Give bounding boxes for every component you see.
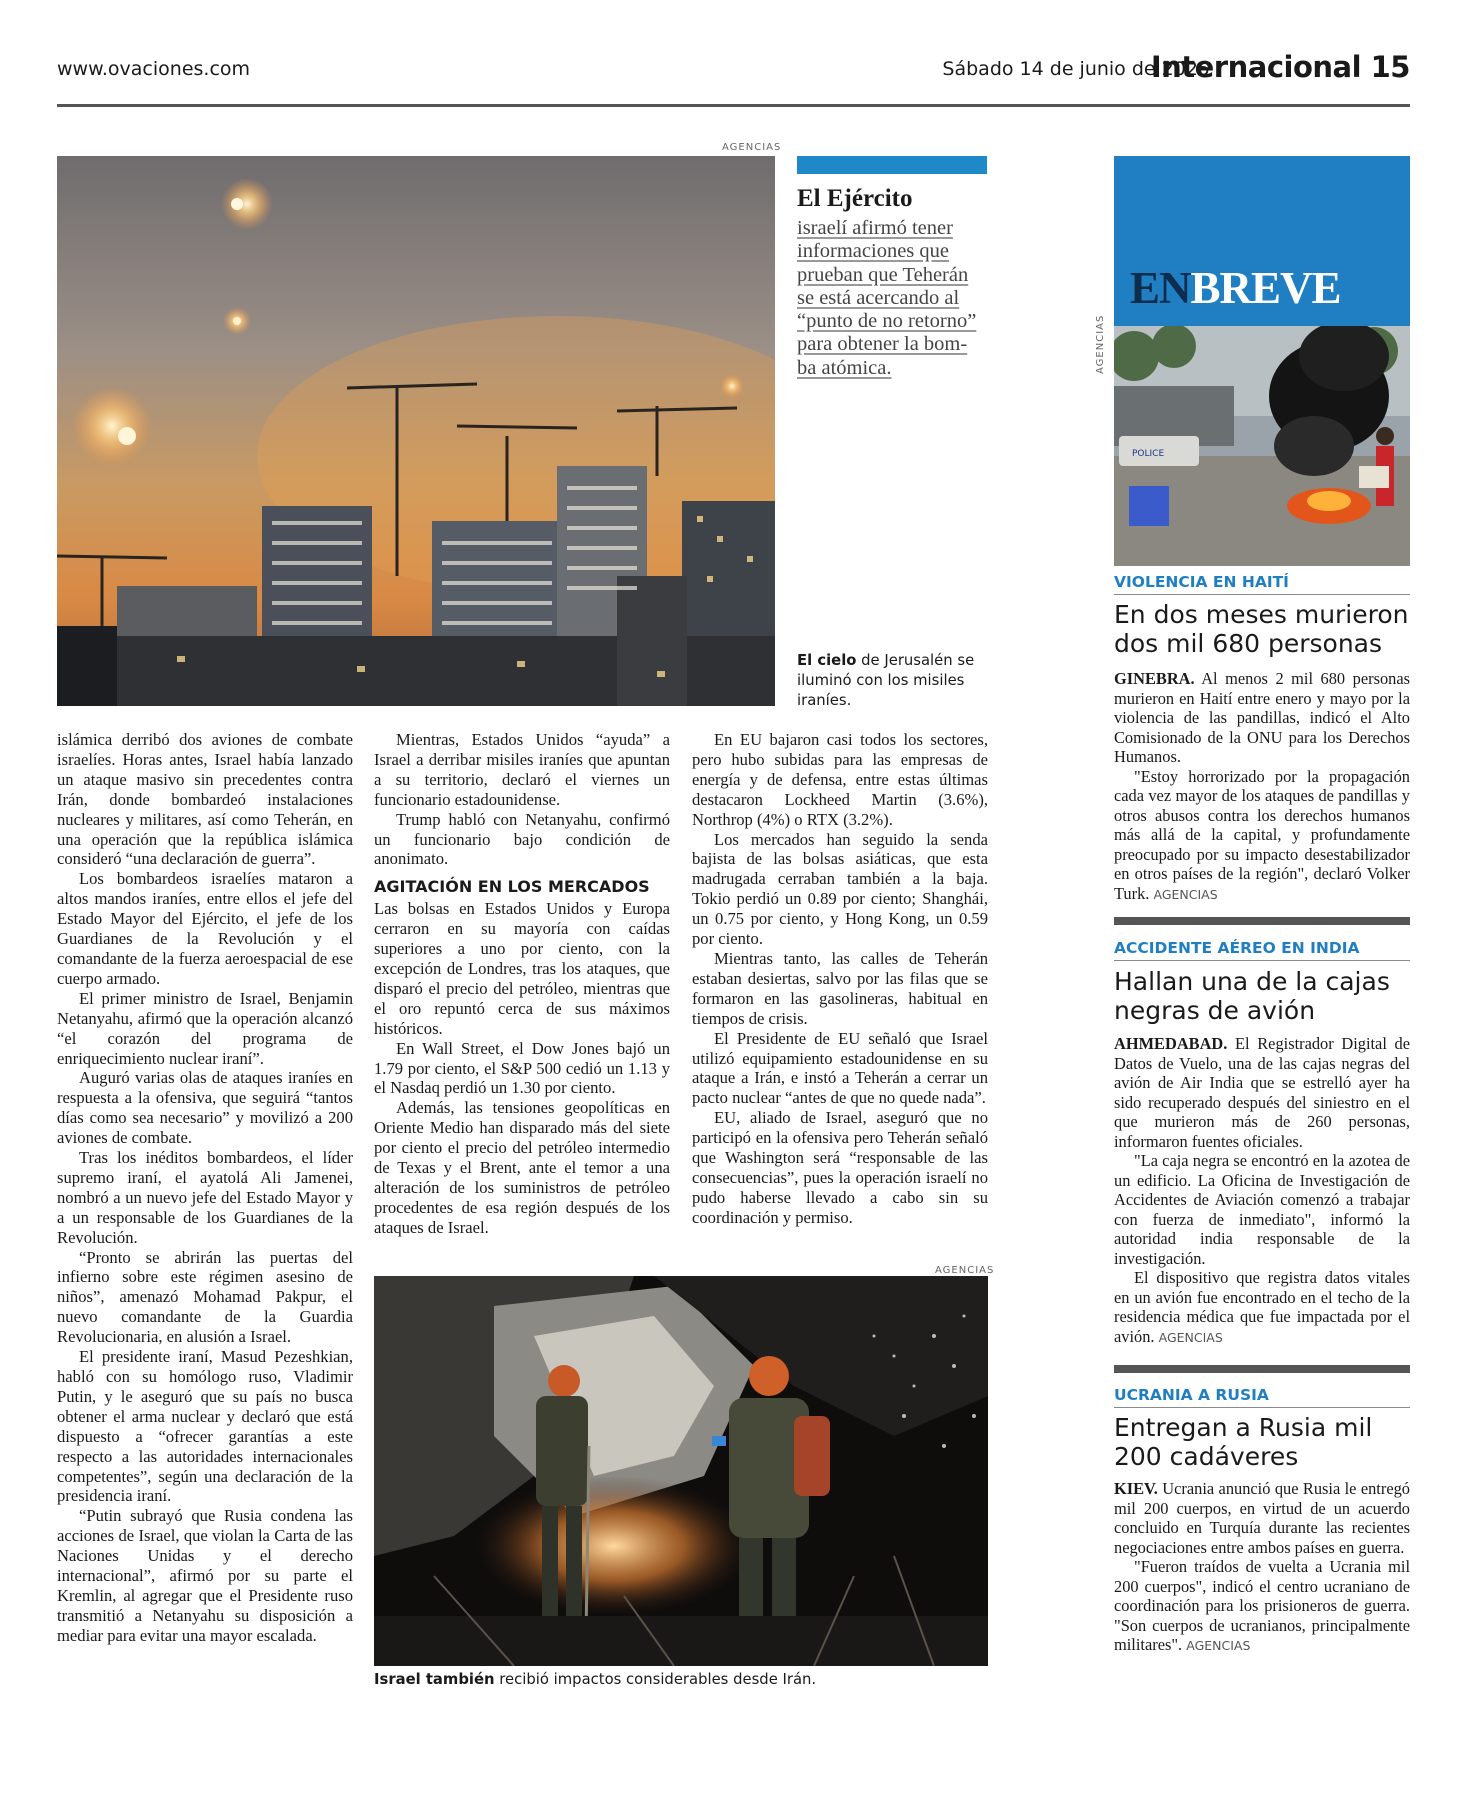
paragraph: Los bombardeos israelíes mataron a altos mandos iraníes, entre ellos el jefe del Estado Mayor del Ejército, el jefe de los Guardianes de la Revolución y el comandante de la fuerza aeroespacial de ese cuerpo armado. bbox=[57, 869, 353, 988]
paragraph: El Presidente de EU señaló que Israel utilizó equipamiento estadounidense en su ataque a Irán, e instó a Teherán a cerrar un pacto nuclear “antes de que no quede nada”. bbox=[692, 1028, 988, 1108]
police-car-sign: POLICE bbox=[1132, 449, 1165, 459]
issue-date: Sábado 14 de junio de 2025 bbox=[942, 58, 1210, 80]
caption-text: recibió impactos considerables desde Irán. bbox=[494, 1671, 817, 1688]
subheading-mercados: AGITACIÓN EN LOS MERCADOS bbox=[374, 877, 650, 897]
quote-line: “punto de no retorno” bbox=[797, 310, 977, 333]
article-column-1 bbox=[57, 730, 353, 1646]
header-rule bbox=[57, 104, 1410, 107]
caption-lead: Israel también bbox=[374, 1671, 495, 1688]
quote-line: ba atómica. bbox=[797, 356, 892, 379]
quote-accent-bar bbox=[797, 156, 987, 174]
news-dateline: GINEBRA. bbox=[1114, 669, 1195, 688]
photo-credit: AGENCIAS bbox=[935, 1265, 995, 1276]
paragraph: Los mercados han seguido la senda bajista de las bolsas asiáticas, que esta madrugada cerraban también a la baja. Tokio perdió un 0.89 por ciento; Shanghái, un 0.75 por ciento, y Hong Kong, un 0.59 por ciento. bbox=[692, 829, 988, 949]
rescue-workers-photo bbox=[374, 1276, 988, 1666]
paragraph: Mientras, Estados Unidos “ayuda” a Israel a derribar misiles iraníes que apuntan a su territorio, declaró el viernes un funcionario estadounidense. bbox=[374, 730, 670, 809]
caption-text: de Jerusalén se iluminó con los misiles iraníes. bbox=[797, 652, 975, 709]
paragraph: Mientras tanto, las calles de Teherán estaban desiertas, salvo por las filas que se formaron en las gasolineras, habitual en tiempos de crisis. bbox=[692, 948, 988, 1028]
paragraph: "Fueron traídos de vuelta a Ucrania mil 200 cuerpos", indicó el centro ucraniano de coordinación para los prisioneros de guerra. "Son cuerpos de ucranianos, principalmente militares". bbox=[1114, 1557, 1410, 1654]
kicker-rule bbox=[1114, 1407, 1410, 1408]
pull-quote-text bbox=[797, 217, 997, 380]
kicker-rule bbox=[1114, 594, 1410, 595]
paragraph: “Putin subrayó que Rusia condena las acciones de Israel, que violan la Carta de las Naciones Unidas y el derecho internacional”, afirmó por su parte el Kremlin, al agregar que el Presidente ruso transmitió a Netanyahu su disposición a mediar para evitar una mayor escalada. bbox=[57, 1506, 353, 1645]
paragraph: Auguró varias olas de ataques iraníes en respuesta a la ofensiva, que seguirá “tantos días como sea necesario” y movilizó a 200 aviones de combate. bbox=[57, 1068, 353, 1148]
news-kicker: VIOLENCIA EN HAITÍ bbox=[1114, 573, 1289, 591]
paragraph: El dispositivo que registra datos vitales en un avión fue encontrado en el techo de la residencia médica que fue impactada por el avión. bbox=[1114, 1268, 1410, 1346]
kicker-rule bbox=[1114, 960, 1410, 961]
news-body bbox=[1114, 1479, 1410, 1656]
section-page-title: Internacional 15 bbox=[1150, 50, 1410, 84]
news-headline: Entregan a Rusia mil 200 cadáveres bbox=[1114, 1413, 1373, 1471]
en-breve-breve: BREVE bbox=[1190, 263, 1341, 313]
article-column-3 bbox=[692, 730, 988, 1228]
news-dateline: KIEV. bbox=[1114, 1479, 1158, 1498]
en-breve-title bbox=[1130, 262, 1341, 314]
haiti-street-fire-photo bbox=[1114, 326, 1410, 566]
paragraph: islámica derribó dos aviones de combate israelíes. Horas antes, Israel había lanzado un ataque masivo sin precedentes contra Irán, donde bombardeó instalaciones nucleares y militares, así como Teherán, en una operación que la república islámica consideró “una declaración de guerra”. bbox=[57, 730, 353, 869]
photo-credit: AGENCIAS bbox=[1095, 314, 1106, 374]
photo-caption-bottom bbox=[374, 1670, 988, 1690]
news-body bbox=[1114, 1034, 1410, 1347]
news-dateline: AHMEDABAD. bbox=[1114, 1034, 1228, 1053]
news-headline: Hallan una de la cajas negras de avión bbox=[1114, 967, 1390, 1025]
paragraph: “Pronto se abrirán las puertas del infierno sobre este régimen asesino de niños”, amenazó Mohamad Pakpur, el nuevo comandante de la Guardia Revolucionaria, en alusión a Israel. bbox=[57, 1247, 353, 1347]
quote-line: para obtener la bom- bbox=[797, 333, 968, 356]
caption-lead: El cielo bbox=[797, 652, 857, 669]
paragraph: Tras los inéditos bombardeos, el líder supremo iraní, el ayatolá Ali Jamenei, nombró a un nuevo jefe del Estado Mayor y a un responsable de los Guardianes de la Revolución. bbox=[57, 1148, 353, 1247]
photo-credit: AGENCIAS bbox=[722, 142, 782, 153]
article-column-2 bbox=[374, 730, 670, 1238]
paragraph: "La caja negra se encontró en la azotea de un edificio. La Oficina de Investigación de Accidentes de Aviación comenzó a trabajar con fuerza de inmediato", informó la autoridad india responsable de la investigación. bbox=[1114, 1151, 1410, 1268]
paragraph: En Wall Street, el Dow Jones bajó un 1.79 por ciento, el S&P 500 cedió un 1.13 y el Nasdaq perdió un 1.30 por ciento. bbox=[374, 1038, 670, 1098]
paragraph: El presidente iraní, Masud Pezeshkian, habló con su homólogo ruso, Vladimir Putin, y le aseguró que su país no busca obtener el arma nuclear y declaró que está dispuesto a “ofrecer garantías a este respecto a las autoridades internacionales competentes”, según una declaración de la presidencia iraní. bbox=[57, 1347, 353, 1506]
pull-quote-title: El Ejército bbox=[797, 185, 913, 212]
en-breve-en: EN bbox=[1130, 263, 1191, 313]
paragraph: Además, las tensiones geopolíticas en Oriente Medio han disparado más del siete por ciento el precio del petróleo intermedio de Texas y el Brent, ante el temor a una alteración de los suministros de petróleo procedentes de esa región después de los ataques de Israel. bbox=[374, 1098, 670, 1237]
news-kicker: ACCIDENTE AÉREO EN INDIA bbox=[1114, 939, 1360, 957]
paragraph: Trump habló con Netanyahu, confirmó un funcionario bajo condición de anonimato. bbox=[374, 809, 670, 869]
news-headline: En dos meses murieron dos mil 680 personas bbox=[1114, 600, 1409, 658]
quote-line: prueban que Teherán bbox=[797, 263, 969, 286]
news-kicker: UCRANIA A RUSIA bbox=[1114, 1386, 1269, 1404]
section-divider bbox=[1114, 1365, 1410, 1373]
quote-line: se está acercando al bbox=[797, 286, 960, 309]
jerusalem-sky-photo bbox=[57, 156, 775, 706]
paragraph: Al menos 2 mil 680 personas murieron en Haití entre enero y mayo por la violencia de las pandillas, indicó el Alto Comisionado de la ONU para los Derechos Humanos. bbox=[1114, 669, 1410, 766]
agency-tag: AGENCIAS bbox=[1186, 1638, 1251, 1653]
paragraph: En EU bajaron casi todos los sectores, pero hubo subidas para las empresas de energía y de defensa, entre estas últimas destacaron Lockheed Martin (3.6%), Northrop (4%) o RTX (3.2%). bbox=[692, 730, 988, 829]
paragraph: Las bolsas en Estados Unidos y Europa cerraron en su mayoría con caídas superiores a uno por ciento, con la excepción de Londres, tras los ataques, que disparó el precio del petróleo, mientras que el oro repuntó cerca de sus máximos históricos. bbox=[374, 899, 670, 1038]
section-divider bbox=[1114, 917, 1410, 925]
quote-line: israelí afirmó tener bbox=[797, 217, 953, 239]
paragraph: EU, aliado de Israel, aseguró que no participó en la ofensiva pero Teherán señaló que Washington será “responsable de las consecuencias”, pues la operación israelí no pudo haberse llevado a cabo sin su coordinación y permiso. bbox=[692, 1108, 988, 1227]
agency-tag: AGENCIAS bbox=[1158, 1329, 1223, 1345]
paragraph: Ucrania anunció que Rusia le entregó mil 200 cuerpos, en virtud de un acuerdo concluido en Turquía durante las recientes negociaciones entre ambos países en guerra. bbox=[1114, 1479, 1410, 1557]
paragraph: El Registrador Digital de Datos de Vuelo, una de las cajas negras del avión de Air India que se estrelló ayer ha sido recuperado después del siniestro en el que murieron más de 260 personas, informaron fuentes oficiales. bbox=[1114, 1034, 1410, 1151]
paragraph: El primer ministro de Israel, Benjamin Netanyahu, afirmó que la operación alcanzó “el corazón del programa de enriquecimiento nuclear iraní”. bbox=[57, 988, 353, 1068]
agency-tag: AGENCIAS bbox=[1153, 886, 1218, 902]
site-url[interactable]: www.ovaciones.com bbox=[57, 58, 251, 80]
photo-caption-top bbox=[797, 651, 997, 711]
paragraph: "Estoy horrorizado por la propagación cada vez mayor de los ataques de pandillas y otros abusos contra los derechos humanos más allá de la capital, y profundamente preocupado por su impacto desestabilizador en otros países de la región", declaró Volker Turk. bbox=[1114, 766, 1410, 903]
quote-line: informaciones que bbox=[797, 240, 949, 263]
news-body bbox=[1114, 669, 1410, 904]
